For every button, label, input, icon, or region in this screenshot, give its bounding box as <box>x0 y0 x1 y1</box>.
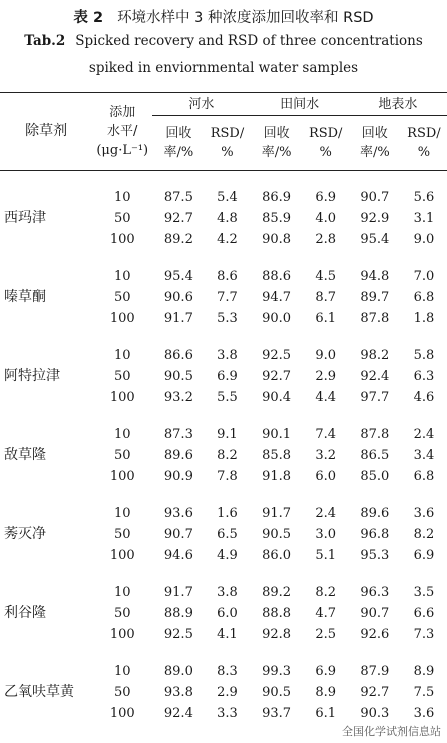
recovery-cell: 95.3 <box>360 548 390 563</box>
rsd-cell: 3.3 <box>217 706 238 721</box>
level-cell: 50 <box>113 211 131 226</box>
rsd-cell: 3.2 <box>315 448 337 463</box>
level-cell: 100 <box>109 706 135 721</box>
recovery-cell: 92.4 <box>360 369 390 384</box>
rsd-cell: 6.5 <box>217 527 238 542</box>
recovery-cell: 86.5 <box>360 448 390 463</box>
table-row <box>0 503 447 524</box>
recovery-cell: 93.7 <box>262 706 292 721</box>
recovery-cell: 87.8 <box>360 427 390 442</box>
rsd-cell: 7.7 <box>217 290 238 305</box>
rsd-cell: 1.8 <box>413 311 435 326</box>
header-herbicide: 除草剂 <box>25 123 68 139</box>
rsd-cell: 4.5 <box>315 269 337 284</box>
recovery-cell: 88.8 <box>262 606 292 621</box>
rsd-cell: 5.1 <box>315 548 337 563</box>
recovery-cell: 89.6 <box>360 506 390 521</box>
header-rsd: RSD/ % <box>407 126 441 160</box>
recovery-cell: 92.7 <box>262 369 292 384</box>
rsd-cell: 9.1 <box>217 427 238 442</box>
recovery-cell: 98.2 <box>360 348 390 363</box>
rsd-cell: 3.8 <box>217 585 238 600</box>
rsd-cell: 6.3 <box>413 369 435 384</box>
recovery-cell: 94.7 <box>262 290 292 305</box>
rsd-cell: 4.7 <box>315 606 337 621</box>
rsd-cell: 6.0 <box>315 469 337 484</box>
rsd-cell: 2.5 <box>315 627 337 642</box>
recovery-cell: 90.0 <box>262 311 292 326</box>
rsd-cell: 6.6 <box>413 606 435 621</box>
header-level: 添加 水平/ (μg·L⁻¹) <box>96 105 149 158</box>
rsd-cell: 4.8 <box>217 211 238 226</box>
level-cell: 100 <box>109 548 135 563</box>
rsd-cell: 2.8 <box>315 232 337 247</box>
header-group-field: 田间水 <box>251 93 349 116</box>
recovery-cell: 86.9 <box>262 190 292 205</box>
recovery-cell: 92.7 <box>163 211 193 226</box>
rsd-cell: 6.9 <box>413 548 435 563</box>
watermark: 全国化学试剂信息站 <box>342 725 441 738</box>
recovery-cell: 90.7 <box>360 606 390 621</box>
recovery-cell: 90.4 <box>262 390 292 405</box>
recovery-cell: 92.5 <box>262 348 292 363</box>
level-cell: 100 <box>109 311 135 326</box>
level-cell: 50 <box>113 606 131 621</box>
rsd-cell: 5.8 <box>413 348 435 363</box>
level-cell: 50 <box>113 448 131 463</box>
level-cell: 10 <box>113 664 131 679</box>
header-recovery: 回收 率/% <box>261 126 292 160</box>
herbicide-name: 利谷隆 <box>4 605 46 621</box>
rsd-cell: 5.3 <box>217 311 238 326</box>
table-row <box>0 582 447 603</box>
rsd-cell: 2.4 <box>413 427 435 442</box>
level-cell: 100 <box>109 390 135 405</box>
table-caption-en <box>0 33 447 49</box>
rsd-cell: 6.9 <box>315 664 337 679</box>
recovery-table <box>0 92 447 724</box>
rsd-cell: 8.7 <box>315 290 337 305</box>
recovery-cell: 92.7 <box>360 685 390 700</box>
recovery-cell: 96.3 <box>360 585 390 600</box>
rsd-cell: 6.9 <box>217 369 238 384</box>
rsd-cell: 2.9 <box>217 685 238 700</box>
herbicide-name: 莠灭净 <box>4 526 46 542</box>
recovery-cell: 92.6 <box>360 627 390 642</box>
level-cell: 10 <box>113 348 131 363</box>
rsd-cell: 3.5 <box>413 585 435 600</box>
rsd-cell: 8.6 <box>217 269 238 284</box>
recovery-cell: 90.3 <box>360 706 390 721</box>
header-recovery: 回收 率/% <box>163 126 194 160</box>
recovery-cell: 88.6 <box>262 269 292 284</box>
group-spacer <box>0 250 447 266</box>
rsd-cell: 4.9 <box>217 548 238 563</box>
table-row <box>0 424 447 445</box>
recovery-cell: 93.6 <box>163 506 193 521</box>
recovery-cell: 97.7 <box>360 390 390 405</box>
recovery-cell: 87.3 <box>163 427 193 442</box>
recovery-cell: 90.9 <box>163 469 193 484</box>
level-cell: 50 <box>113 527 131 542</box>
table-row <box>0 266 447 287</box>
recovery-cell: 85.9 <box>262 211 292 226</box>
recovery-cell: 91.8 <box>262 469 292 484</box>
level-cell: 10 <box>113 427 131 442</box>
group-spacer <box>0 645 447 661</box>
table-body <box>0 171 447 725</box>
rsd-cell: 7.5 <box>413 685 435 700</box>
recovery-cell: 92.5 <box>163 627 193 642</box>
recovery-cell: 90.6 <box>163 290 193 305</box>
recovery-cell: 86.6 <box>163 348 193 363</box>
recovery-cell: 90.8 <box>262 232 292 247</box>
rsd-cell: 3.1 <box>413 211 435 226</box>
recovery-cell: 95.4 <box>163 269 193 284</box>
recovery-cell: 90.5 <box>262 527 292 542</box>
table-caption-en-line2: spiked in enviornmental water samples <box>88 60 359 76</box>
rsd-cell: 1.6 <box>217 506 238 521</box>
rsd-cell: 6.1 <box>315 706 337 721</box>
recovery-cell: 99.3 <box>262 664 292 679</box>
recovery-cell: 89.7 <box>360 290 390 305</box>
group-spacer <box>0 487 447 503</box>
recovery-cell: 95.4 <box>360 232 390 247</box>
rsd-cell: 8.9 <box>315 685 337 700</box>
rsd-cell: 2.9 <box>315 369 337 384</box>
recovery-cell: 90.5 <box>163 369 193 384</box>
rsd-cell: 4.6 <box>413 390 435 405</box>
level-cell: 10 <box>113 585 131 600</box>
recovery-cell: 90.5 <box>262 685 292 700</box>
rsd-cell: 9.0 <box>315 348 337 363</box>
recovery-cell: 87.5 <box>163 190 193 205</box>
rsd-cell: 3.0 <box>315 527 337 542</box>
rsd-cell: 4.4 <box>315 390 337 405</box>
recovery-cell: 89.6 <box>163 448 193 463</box>
rsd-cell: 4.0 <box>315 211 337 226</box>
recovery-cell: 93.2 <box>163 390 193 405</box>
recovery-cell: 90.7 <box>360 190 390 205</box>
rsd-cell: 8.3 <box>217 664 238 679</box>
rsd-cell: 7.8 <box>217 469 238 484</box>
table-title-en-line1: Spicked recovery and RSD of three concentrations <box>75 33 423 49</box>
recovery-cell: 87.9 <box>360 664 390 679</box>
recovery-cell: 89.2 <box>262 585 292 600</box>
rsd-cell: 4.2 <box>217 232 238 247</box>
herbicide-name: 乙氧呋草黄 <box>4 684 74 700</box>
rsd-cell: 9.0 <box>413 232 435 247</box>
recovery-cell: 91.7 <box>163 311 193 326</box>
header-rsd: RSD/ % <box>210 126 245 160</box>
table-row <box>0 661 447 682</box>
recovery-cell: 94.6 <box>163 548 193 563</box>
rsd-cell: 3.8 <box>217 348 238 363</box>
recovery-cell: 88.9 <box>163 606 193 621</box>
recovery-cell: 85.0 <box>360 469 390 484</box>
rsd-cell: 6.1 <box>315 311 337 326</box>
group-spacer <box>0 329 447 345</box>
rsd-cell: 8.2 <box>413 527 435 542</box>
rsd-cell: 8.2 <box>217 448 238 463</box>
table-title-cn: 环境水样中 3 种浓度添加回收率和 RSD <box>117 10 374 26</box>
rsd-cell: 6.8 <box>413 469 435 484</box>
group-spacer <box>0 566 447 582</box>
level-cell: 50 <box>113 290 131 305</box>
rsd-cell: 6.9 <box>315 190 337 205</box>
rsd-cell: 3.4 <box>413 448 435 463</box>
recovery-cell: 96.8 <box>360 527 390 542</box>
recovery-cell: 94.8 <box>360 269 390 284</box>
table-label-en: Tab.2 <box>24 33 66 49</box>
level-cell: 10 <box>113 269 131 284</box>
recovery-cell: 89.2 <box>163 232 193 247</box>
level-cell: 100 <box>109 469 135 484</box>
recovery-cell: 92.8 <box>262 627 292 642</box>
header-group-river: 河水 <box>152 93 250 116</box>
table-row <box>0 187 447 208</box>
rsd-cell: 5.4 <box>217 190 238 205</box>
rsd-cell: 4.1 <box>217 627 238 642</box>
recovery-cell: 92.9 <box>360 211 390 226</box>
rsd-cell: 7.0 <box>413 269 435 284</box>
recovery-cell: 90.7 <box>163 527 193 542</box>
rsd-cell: 5.6 <box>413 190 435 205</box>
group-spacer <box>0 408 447 424</box>
level-cell: 100 <box>109 627 135 642</box>
level-cell: 100 <box>109 232 135 247</box>
table-caption-cn <box>0 6 447 27</box>
herbicide-name: 西玛津 <box>4 210 46 226</box>
table-row <box>0 345 447 366</box>
header-group-surface: 地表水 <box>349 93 447 116</box>
herbicide-name: 敌草隆 <box>4 447 46 463</box>
rsd-cell: 3.6 <box>413 506 435 521</box>
recovery-cell: 90.1 <box>262 427 292 442</box>
rsd-cell: 2.4 <box>315 506 337 521</box>
recovery-cell: 86.0 <box>262 548 292 563</box>
table-label-cn: 表 2 <box>73 10 104 26</box>
recovery-cell: 85.8 <box>262 448 292 463</box>
recovery-cell: 87.8 <box>360 311 390 326</box>
recovery-cell: 91.7 <box>163 585 193 600</box>
header-rsd: RSD/ % <box>308 126 343 160</box>
level-cell: 50 <box>113 369 131 384</box>
header-group-row <box>0 93 447 116</box>
recovery-cell: 89.0 <box>163 664 193 679</box>
rsd-cell: 3.6 <box>413 706 435 721</box>
group-spacer <box>0 171 447 188</box>
rsd-cell: 7.4 <box>315 427 337 442</box>
recovery-cell: 92.4 <box>163 706 193 721</box>
rsd-cell: 6.8 <box>413 290 435 305</box>
herbicide-name: 阿特拉津 <box>4 368 60 384</box>
level-cell: 10 <box>113 506 131 521</box>
rsd-cell: 5.5 <box>217 390 238 405</box>
herbicide-name: 嗪草酮 <box>4 289 46 305</box>
level-cell: 10 <box>113 190 131 205</box>
rsd-cell: 8.2 <box>315 585 337 600</box>
rsd-cell: 8.9 <box>413 664 435 679</box>
header-recovery: 回收 率/% <box>359 126 390 160</box>
level-cell: 50 <box>113 685 131 700</box>
rsd-cell: 6.0 <box>217 606 238 621</box>
recovery-cell: 93.8 <box>163 685 193 700</box>
rsd-cell: 7.3 <box>413 627 435 642</box>
recovery-cell: 91.7 <box>262 506 292 521</box>
